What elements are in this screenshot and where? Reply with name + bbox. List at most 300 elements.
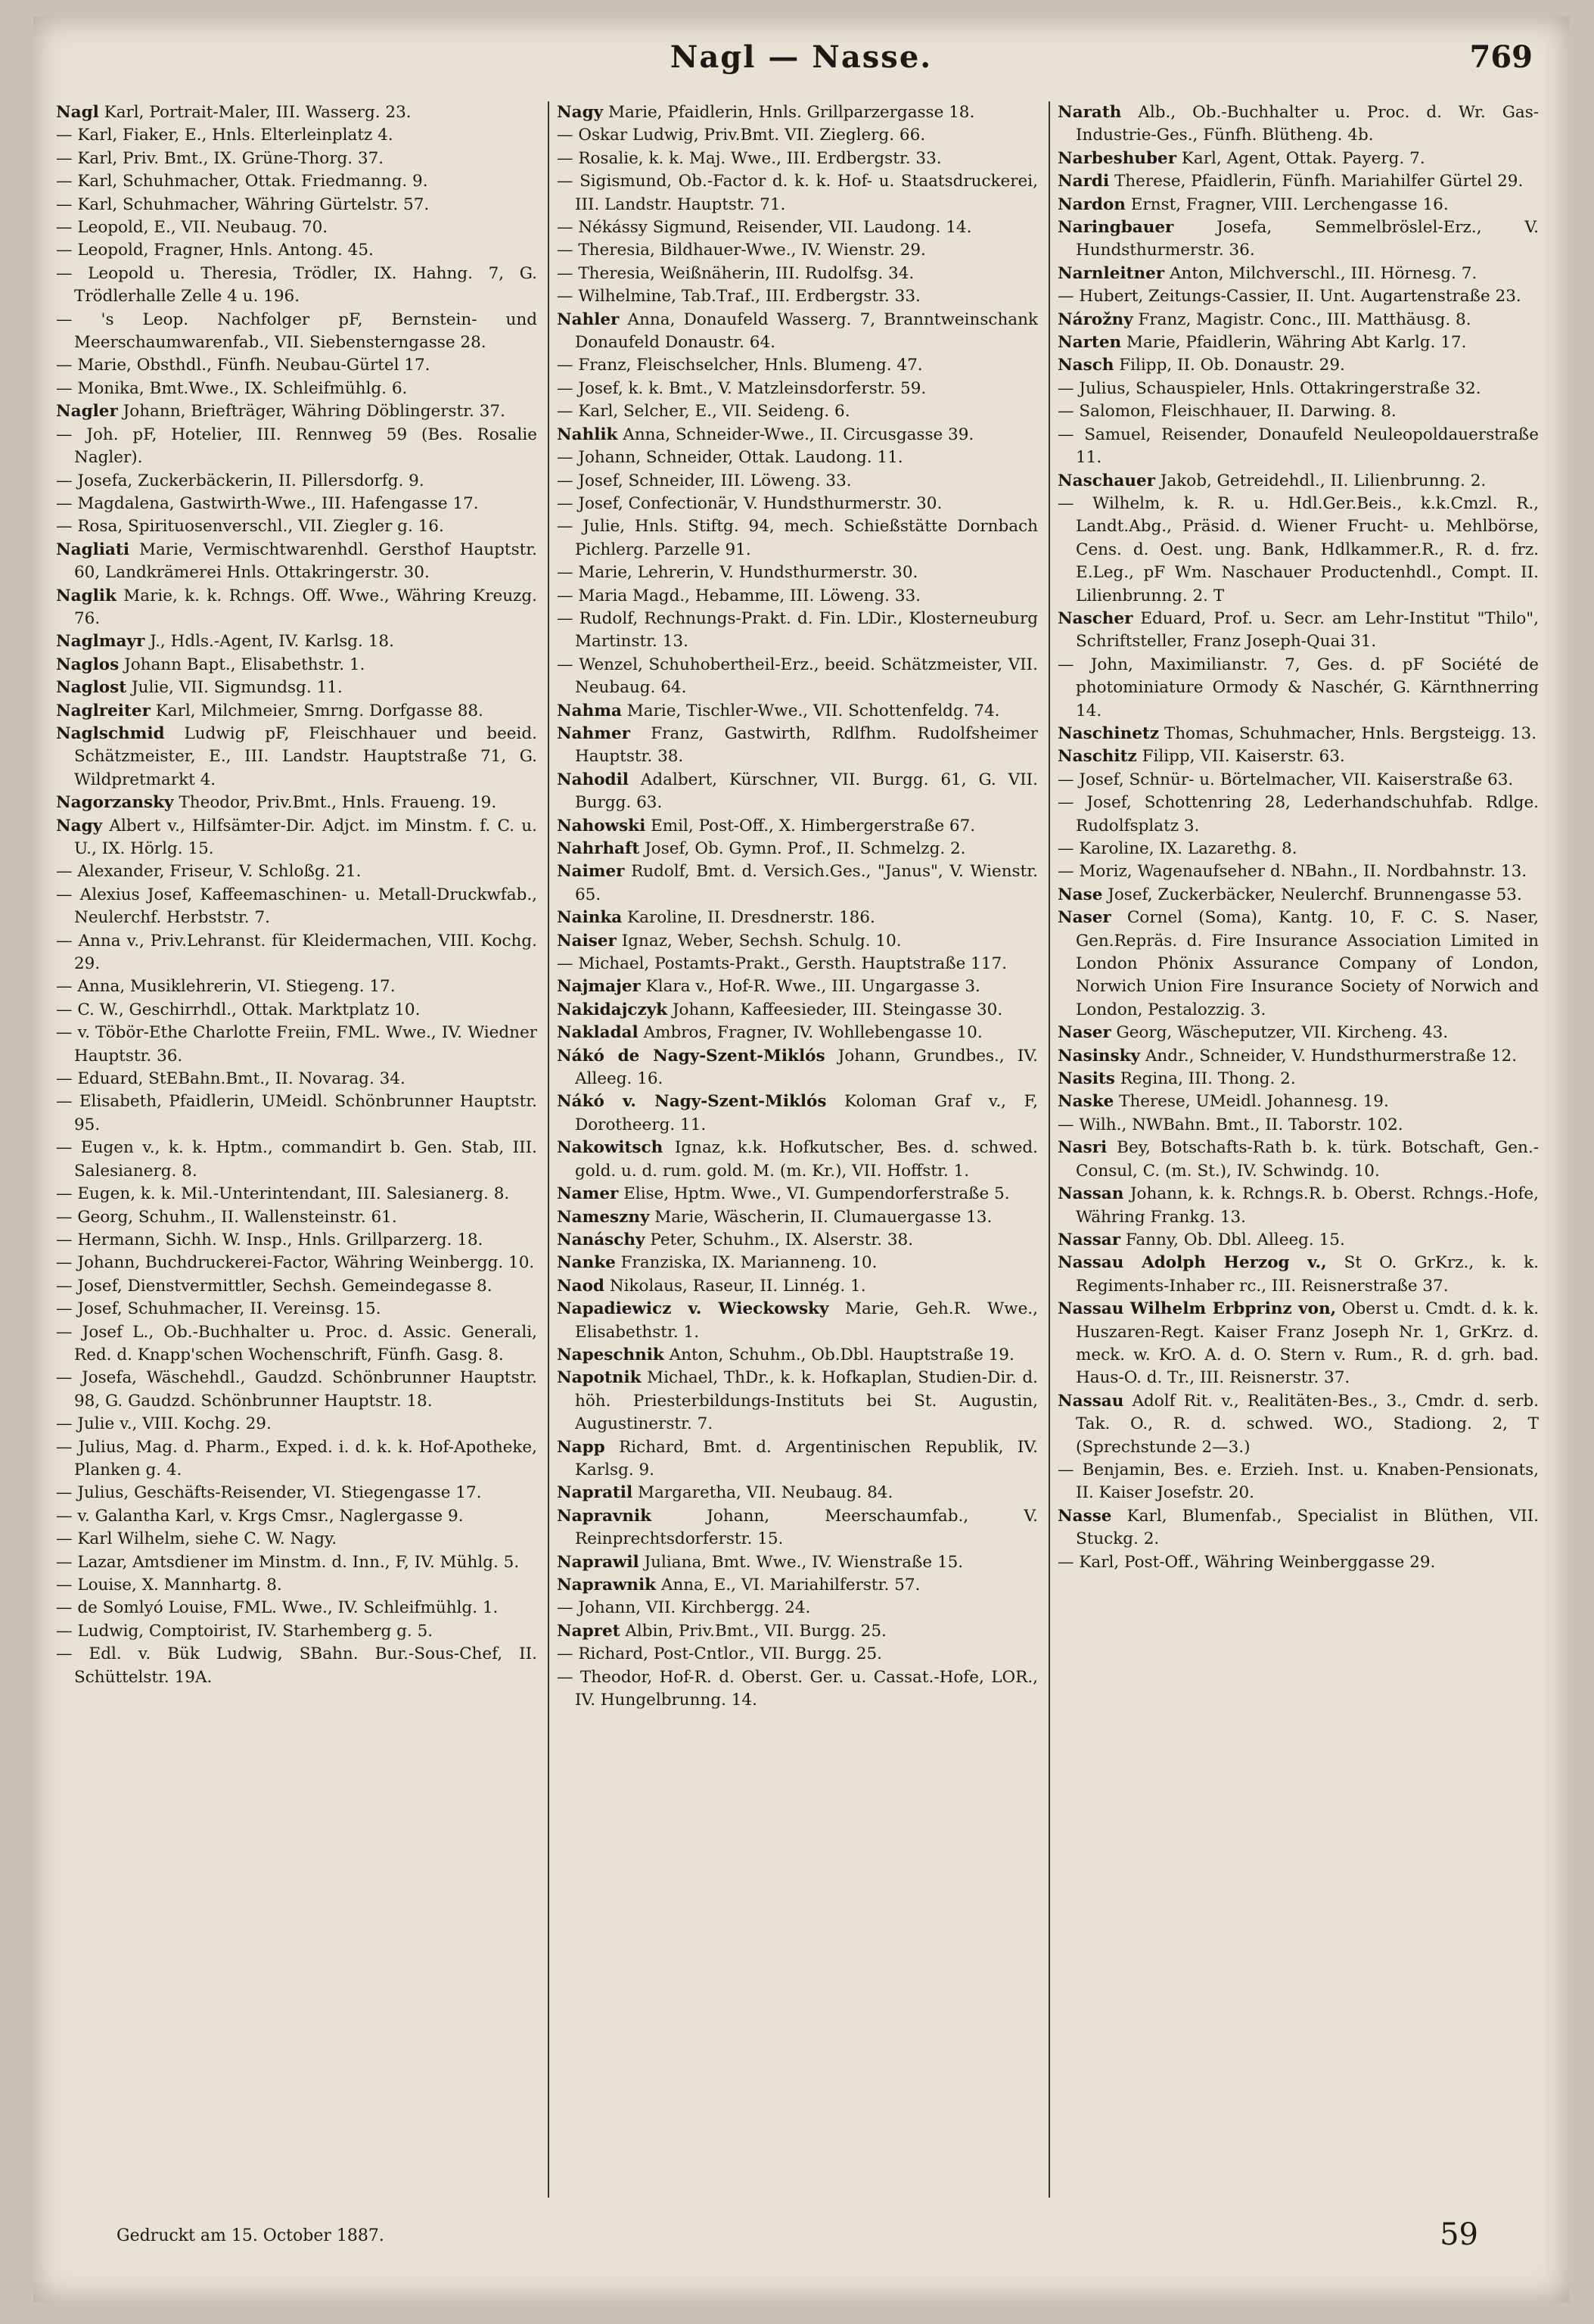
entry-surname: Napotnik xyxy=(557,1368,642,1388)
entry-details: — Magdalena, Gastwirth-Wwe., III. Hafengasse 17. xyxy=(56,493,479,513)
entry-surname: Naglos xyxy=(56,655,120,674)
entry-details: — C. W., Geschirrhdl., Ottak. Marktplatz 10. xyxy=(56,1000,421,1019)
entry-surname: Naimer xyxy=(557,862,625,882)
entry-details: — v. Galantha Karl, v. Krgs Cmsr., Naglergasse 9. xyxy=(56,1506,464,1526)
directory-entry xyxy=(56,1137,537,1183)
directory-entry xyxy=(1058,1022,1539,1044)
directory-entry xyxy=(557,1505,1038,1551)
entry-details: — Ludwig, Comptoirist, IV. Starhemberg g. 5. xyxy=(56,1621,433,1641)
entry-details: — Nékássy Sigmund, Reisender, VII. Laudong. 14. xyxy=(557,218,972,238)
directory-entry xyxy=(1058,1459,1539,1505)
entry-details: Therese, Pfaidlerin, Fünfh. Mariahilfer Gürtel 29. xyxy=(1114,172,1524,191)
entry-details: — Julie v., VIII. Kochg. 29. xyxy=(56,1414,272,1434)
directory-entry xyxy=(557,1482,1038,1504)
directory-entry xyxy=(56,124,537,147)
directory-entry xyxy=(557,999,1038,1022)
entry-details: — Julius, Geschäfts-Reisender, VI. Stiegengasse 17. xyxy=(56,1483,482,1503)
entry-details: — Josef, Schneider, III. Löweng. 33. xyxy=(557,471,852,490)
directory-entry xyxy=(1058,285,1539,308)
entry-details: Karl, Milchmeier, Smrng. Dorfgasse 88. xyxy=(155,701,483,720)
directory-entry xyxy=(56,1482,537,1504)
entry-details: Julie, VII. Sigmundsg. 11. xyxy=(132,678,343,698)
directory-entry xyxy=(56,1436,537,1482)
directory-entry xyxy=(1058,838,1539,860)
directory-entry xyxy=(557,1229,1038,1252)
entry-details: Franz, Magistr. Conc., III. Matthäusg. 8. xyxy=(1138,310,1471,329)
entry-details: — Alexander, Friseur, V. Schloßg. 21. xyxy=(56,862,362,882)
entry-details: Albin, Priv.Bmt., VII. Burgg. 25. xyxy=(625,1621,887,1641)
directory-entry xyxy=(56,999,537,1022)
directory-entry xyxy=(557,424,1038,446)
entry-surname: Nameszny xyxy=(557,1207,650,1227)
entry-surname: Napadiewicz v. Wieckowsky xyxy=(557,1299,829,1319)
entry-details: Ludwig pF, Fleischhauer und beeid. Schätzmeister, E., III. Landstr. Hauptstraße 71, G. Wildpretmarkt 4. xyxy=(74,723,537,789)
entry-details: Anton, Milchverschl., III. Hörnesg. 7. xyxy=(1169,263,1477,283)
page-title: Nagl — Nasse. xyxy=(670,39,933,75)
entry-details: Marie, Geh.R. Wwe., Elisabethstr. 1. xyxy=(575,1299,1038,1342)
entry-surname: Nase xyxy=(1058,885,1103,904)
entry-details: — Michael, Postamts-Prakt., Gersth. Hauptstraße 117. xyxy=(557,954,1008,974)
entry-surname: Nakowitsch xyxy=(557,1138,663,1158)
directory-entry xyxy=(56,654,537,677)
directory-entry xyxy=(56,101,537,124)
entry-details: Theodor, Priv.Bmt., Hnls. Fraueng. 19. xyxy=(179,793,497,813)
entry-details: — Karl, Selcher, E., VII. Seideng. 6. xyxy=(557,402,850,422)
directory-entry xyxy=(557,1252,1038,1274)
entry-surname: Nákó v. Nagy-Szent-Miklós xyxy=(557,1092,827,1112)
entry-details: — Wilhelm, k. R. u. Hdl.Ger.Beis., k.k.Cmzl. R., Landt.Abg., Präsid. d. Wiener Frucht- u. Mehlbörse, Cens. d. Oest. ung. Bank, Hdlkammer.R., R. d. frz. E.Leg., pF Wm. Naschauer Productenhdl., Compt. II. Lilienbrunng. 2. T xyxy=(1058,493,1539,605)
entry-details: — Lazar, Amtsdiener im Minstm. d. Inn., F, IV. Mühlg. 5. xyxy=(56,1552,520,1572)
entry-surname: Nahowski xyxy=(557,816,646,835)
directory-entry xyxy=(56,1229,537,1252)
entry-details: — Leopold, E., VII. Neubaug. 70. xyxy=(56,218,328,238)
entry-surname: Naglschmid xyxy=(56,723,165,743)
entry-details: Emil, Post-Off., X. Himbergerstraße 67. xyxy=(651,816,976,835)
entry-details: Marie, k. k. Rchngs. Off. Wwe., Währing Kreuzg. 76. xyxy=(74,586,537,628)
directory-entry xyxy=(1058,1252,1539,1298)
entry-details: — Eugen, k. k. Mil.-Unterintendant, III. Salesianerg. 8. xyxy=(56,1184,510,1204)
directory-entry xyxy=(56,884,537,930)
directory-entry xyxy=(1058,470,1539,493)
entry-details: — Johann, Schneider, Ottak. Laudong. 11. xyxy=(557,448,903,468)
entry-details: — Franz, Fleischselcher, Hnls. Blumeng. 47. xyxy=(557,356,923,375)
directory-entry xyxy=(557,1643,1038,1666)
entry-details: St O. GrKrz., k. k. Regiments-Inhaber rc., III. Reisnerstraße 37. xyxy=(1076,1253,1539,1296)
directory-entry xyxy=(56,1022,537,1068)
entry-details: Elise, Hptm. Wwe., VI. Gumpendorferstraße 5. xyxy=(623,1184,1010,1204)
directory-entry xyxy=(1058,354,1539,377)
directory-entry xyxy=(56,1505,537,1528)
directory-entry xyxy=(56,493,537,515)
directory-entry xyxy=(557,562,1038,584)
entry-details: Franziska, IX. Marianneng. 10. xyxy=(620,1253,878,1273)
entry-details: Juliana, Bmt. Wwe., IV. Wienstraße 15. xyxy=(644,1552,964,1572)
directory-entry xyxy=(1058,1068,1539,1090)
entry-surname: Nahodil xyxy=(557,770,629,789)
entry-details: — Rosa, Spirituosenverschl., VII. Ziegler g. 16. xyxy=(56,517,444,537)
entry-surname: Nahlik xyxy=(557,425,618,444)
entry-details: — Louise, X. Mannhartg. 8. xyxy=(56,1576,282,1594)
entry-details: — Richard, Post-Cntlor., VII. Burgg. 25. xyxy=(557,1644,882,1664)
entry-details: Johann Bapt., Elisabethstr. 1. xyxy=(124,655,365,674)
directory-entry xyxy=(56,815,537,861)
directory-entry xyxy=(56,216,537,239)
entry-details: — Benjamin, Bes. e. Erzieh. Inst. u. Knaben-Pensionats, II. Kaiser Josefstr. 20. xyxy=(1058,1460,1539,1503)
entry-details: Therese, UMeidl. Johannesg. 19. xyxy=(1119,1092,1389,1112)
entry-details: — Georg, Schuhm., II. Wallensteinstr. 61. xyxy=(56,1207,397,1227)
entry-details: Jakob, Getreidehdl., II. Lilienbrunng. 2. xyxy=(1160,471,1487,490)
directory-entry xyxy=(557,838,1038,860)
directory-entry xyxy=(1058,378,1539,400)
entry-details: Filipp, VII. Kaiserstr. 63. xyxy=(1142,747,1345,767)
directory-entry xyxy=(1058,769,1539,792)
entry-surname: Naglik xyxy=(56,586,117,605)
entry-surname: Naser xyxy=(1058,1023,1111,1043)
directory-entry xyxy=(56,309,537,355)
entry-details: Klara v., Hof-R. Wwe., III. Ungargasse 3. xyxy=(645,977,980,997)
entry-surname: Nahmer xyxy=(557,723,630,743)
directory-entry xyxy=(56,400,537,423)
column-divider xyxy=(1049,101,1050,2198)
entry-details: — Marie, Lehrerin, V. Hundsthurmerstr. 30. xyxy=(557,563,918,583)
entry-details: — Eugen v., k. k. Hptm., commandirt b. Gen. Stab, III. Salesianerg. 8. xyxy=(56,1138,537,1181)
entry-surname: Naod xyxy=(557,1276,604,1296)
directory-entry xyxy=(1058,493,1539,608)
entry-details: Rudolf, Bmt. d. Versich.Ges., "Janus", V. Wienstr. 65. xyxy=(575,862,1038,904)
entry-details: Thomas, Schuhmacher, Hnls. Bergsteigg. 13. xyxy=(1164,723,1537,743)
entry-details: Margaretha, VII. Neubaug. 84. xyxy=(638,1483,893,1503)
entry-details: — Josef, k. k. Bmt., V. Matzleinsdorferstr. 59. xyxy=(557,378,927,398)
entry-details: — 's Leop. Nachfolger pF, Bernstein- und Meerschaumwarenfab., VII. Siebensterngasse 28. xyxy=(56,310,537,353)
entry-details: Koloman Graf v., F, Dorotheerg. 11. xyxy=(575,1092,1038,1134)
directory-entry xyxy=(557,400,1038,423)
entry-details: — Josefa, Wäschehdl., Gaudzd. Schönbrunner Hauptstr. 98, G. Gaudzd. Schönbrunner Hauptstr. 18. xyxy=(56,1368,537,1411)
entry-details: — v. Töbör-Ethe Charlotte Freiin, FML. Wwe., IV. Wiedner Hauptstr. 36. xyxy=(56,1023,537,1066)
directory-entry xyxy=(1058,884,1539,907)
entry-details: Karoline, II. Dresdnerstr. 186. xyxy=(627,908,875,928)
directory-entry xyxy=(1058,101,1539,148)
entry-details: — Oskar Ludwig, Priv.Bmt. VII. Zieglerg. 66. xyxy=(557,126,926,145)
directory-entry xyxy=(1058,400,1539,423)
entry-surname: Nagl xyxy=(56,103,99,122)
directory-entry xyxy=(1058,309,1539,331)
entry-details: — Julius, Schauspieler, Hnls. Ottakringerstraße 32. xyxy=(1058,378,1481,398)
entry-details: Josef, Zuckerbäcker, Neulerchf. Brunnengasse 53. xyxy=(1108,885,1522,904)
directory-entry xyxy=(1058,1551,1539,1574)
directory-entry xyxy=(1058,1183,1539,1229)
entry-surname: Naprawnik xyxy=(557,1576,657,1594)
entry-details: — Karl, Fiaker, E., Hnls. Elterleinplatz 4. xyxy=(56,126,393,145)
entry-surname: Narbeshuber xyxy=(1058,148,1177,168)
entry-details: Ambros, Fragner, IV. Wohllebengasse 10. xyxy=(643,1023,983,1043)
directory-entry xyxy=(557,1298,1038,1344)
directory-entry xyxy=(557,1666,1038,1713)
entry-details: Eduard, Prof. u. Secr. am Lehr-Institut "Thilo", Schriftsteller, Franz Joseph-Quai 31. xyxy=(1076,608,1539,652)
entry-details: Georg, Wäscheputzer, VII. Kircheng. 43. xyxy=(1116,1023,1449,1043)
entry-details: — Samuel, Reisender, Donaufeld Neuleopoldauerstraße 11. xyxy=(1058,425,1539,468)
entry-surname: Nakladal xyxy=(557,1023,639,1043)
entry-surname: Nassau Wilhelm Erbprinz von, xyxy=(1058,1299,1337,1319)
directory-entry xyxy=(56,1643,537,1689)
entry-details: — Wenzel, Schuhobertheil-Erz., beeid. Schätzmeister, VII. Neubaug. 64. xyxy=(557,655,1038,698)
entry-details: — Hubert, Zeitungs-Cassier, II. Unt. Augartenstraße 23. xyxy=(1058,287,1521,306)
entry-details: — de Somlyó Louise, FML. Wwe., IV. Schleifmühlg. 1. xyxy=(56,1598,499,1618)
directory-entry xyxy=(56,239,537,262)
entry-surname: Namer xyxy=(557,1184,619,1204)
entry-details: — Josef, Confectionär, V. Hundsthurmerstr. 30. xyxy=(557,493,943,513)
directory-entry xyxy=(557,493,1038,515)
directory-entry xyxy=(56,860,537,883)
entry-details: Ignaz, k.k. Hofkutscher, Bes. d. schwed. gold. u. d. rum. gold. M. (m. Kr.), VII. Hoffstr. 1. xyxy=(575,1138,1038,1181)
directory-page xyxy=(33,17,1569,2302)
entry-surname: Naschitz xyxy=(1058,747,1137,767)
directory-entry xyxy=(56,1206,537,1229)
entry-details: Oberst u. Cmdt. d. k. k. Huszaren-Regt. Kaiser Franz Joseph Nr. 1, GrKrz. d. meck. w. KrO. A. d. O. Stern v. Rum., R. d. grh. bad. Haus-O. d. Tr., III. Reisnerstr. 37. xyxy=(1076,1299,1539,1388)
directory-entry xyxy=(56,1275,537,1298)
directory-entry xyxy=(557,585,1038,608)
entry-details: — Joh. pF, Hotelier, III. Rennweg 59 (Bes. Rosalie Nagler). xyxy=(56,425,537,468)
directory-entry xyxy=(56,515,537,538)
directory-entry xyxy=(557,930,1038,953)
entry-details: Anna, Donaufeld Wasserg. 7, Branntweinschank Donaufeld Donaustr. 64. xyxy=(575,310,1038,353)
entry-surname: Nascher xyxy=(1058,608,1133,628)
entry-details: — Karl, Schuhmacher, Ottak. Friedmanng. 9. xyxy=(56,172,428,191)
entry-details: — Josef, Schuhmacher, II. Vereinsg. 15. xyxy=(56,1299,381,1319)
entry-details: Karl, Blumenfab., Specialist in Blüthen, VII. Stuckg. 2. xyxy=(1076,1506,1539,1549)
directory-entry xyxy=(56,677,537,699)
directory-entry xyxy=(56,194,537,216)
entry-surname: Nahler xyxy=(557,310,620,329)
entry-details: — Johann, Buchdruckerei-Factor, Währing Weinbergg. 10. xyxy=(56,1253,535,1273)
entry-details: Richard, Bmt. d. Argentinischen Republik, IV. Karlsg. 9. xyxy=(575,1437,1038,1479)
directory-entry xyxy=(557,263,1038,285)
entry-details: Peter, Schuhm., IX. Alserstr. 38. xyxy=(650,1230,914,1249)
entry-details: Andr., Schneider, V. Hundsthurmerstraße 12. xyxy=(1145,1046,1518,1066)
entry-details: — Theresia, Bildhauer-Wwe., IV. Wienstr. 29. xyxy=(557,241,926,260)
directory-entry xyxy=(1058,331,1539,354)
directory-entry xyxy=(56,1183,537,1206)
directory-entry xyxy=(557,953,1038,975)
entry-surname: Napratil xyxy=(557,1483,633,1503)
directory-entry xyxy=(557,700,1038,723)
entry-details: Josef, Ob. Gymn. Prof., II. Schmelzg. 2. xyxy=(645,839,966,858)
column-right xyxy=(1058,101,1539,2190)
entry-details: Cornel (Soma), Kantg. 10, F. C. S. Naser, Gen.Repräs. d. Fire Insurance Association Limited in London Phönix Assurance Company of London, Norwich Union Fire Insurance Society of Norwich and London, Pestalozzig. 3. xyxy=(1076,908,1539,1019)
entry-details: — Rudolf, Rechnungs-Prakt. d. Fin. LDir., Klosterneuburg Martinstr. 13. xyxy=(557,608,1038,652)
entry-details: — Edl. v. Bük Ludwig, SBahn. Bur.-Sous-Chef, II. Schüttelstr. 19A. xyxy=(56,1644,537,1687)
entry-surname: Nassan xyxy=(1058,1184,1124,1204)
entry-details: Michael, ThDr., k. k. Hofkaplan, Studien-Dir. d. höh. Priesterbildungs-Instituts bei St. Augustin, Augustinerstr. 7. xyxy=(575,1368,1038,1434)
entry-surname: Nagler xyxy=(56,402,118,422)
entry-details: — Anna v., Priv.Lehranst. für Kleidermachen, VIII. Kochg. 29. xyxy=(56,931,537,974)
entry-surname: Napp xyxy=(557,1437,605,1457)
directory-entry xyxy=(557,860,1038,907)
entry-details: Ignaz, Weber, Sechsh. Schulg. 10. xyxy=(621,931,902,950)
entry-surname: Nákó de Nagy-Szent-Miklós xyxy=(557,1046,825,1066)
entry-surname: Najmajer xyxy=(557,977,641,997)
directory-entry xyxy=(1058,1390,1539,1459)
entry-details: — Anna, Musiklehrerin, VI. Stiegeng. 17. xyxy=(56,977,396,997)
entry-details: — Maria Magd., Hebamme, III. Löweng. 33. xyxy=(557,586,921,605)
directory-entry xyxy=(56,1413,537,1436)
entry-details: — Alexius Josef, Kaffeemaschinen- u. Metall-Druckwfab., Neulerchf. Herbststr. 7. xyxy=(56,885,537,928)
entry-details: Albert v., Hilfsämter-Dir. Adjct. im Minstm. f. C. u. U., IX. Hörlg. 15. xyxy=(74,816,537,858)
directory-entry xyxy=(1058,608,1539,654)
entry-surname: Nasch xyxy=(1058,356,1114,375)
directory-entry xyxy=(56,470,537,493)
entry-surname: Nakidajczyk xyxy=(557,1000,668,1019)
entry-surname: Nassau xyxy=(1058,1391,1124,1411)
entry-surname: Napret xyxy=(557,1621,620,1641)
entry-surname: Nassar xyxy=(1058,1230,1121,1249)
directory-entry xyxy=(56,263,537,309)
entry-details: Johann, Grundbes., IV. Alleeg. 16. xyxy=(575,1046,1038,1089)
entry-details: Marie, Tischler-Wwe., VII. Schottenfeldg. 74. xyxy=(626,701,1000,720)
directory-entry xyxy=(56,539,537,585)
entry-surname: Nahma xyxy=(557,701,622,720)
column-middle xyxy=(557,101,1038,2190)
entry-details: — Johann, VII. Kirchbergg. 24. xyxy=(557,1598,811,1618)
directory-entry xyxy=(1058,860,1539,883)
directory-entry xyxy=(557,1436,1038,1482)
directory-entry xyxy=(56,148,537,170)
directory-entry xyxy=(1058,1090,1539,1113)
column-left xyxy=(56,101,537,2190)
directory-entry xyxy=(1058,1229,1539,1252)
directory-entry xyxy=(56,1252,537,1274)
directory-entry xyxy=(56,630,537,653)
entry-details: — Karl Wilhelm, siehe C. W. Nagy. xyxy=(56,1529,337,1549)
entry-details: Josefa, Semmelbröslel-Erz., V. Hundsthurmerstr. 36. xyxy=(1076,218,1539,260)
directory-entry xyxy=(56,700,537,723)
directory-entry xyxy=(557,1137,1038,1183)
directory-entry xyxy=(56,792,537,814)
directory-entry xyxy=(1058,1505,1539,1551)
directory-entry xyxy=(1058,745,1539,768)
directory-entry xyxy=(1058,654,1539,723)
directory-entry xyxy=(557,654,1038,700)
directory-entry xyxy=(557,975,1038,998)
entry-details: J., Hdls.-Agent, IV. Karlsg. 18. xyxy=(150,632,394,652)
directory-entry xyxy=(56,424,537,470)
entry-surname: Naglost xyxy=(56,678,127,698)
entry-surname: Nárožny xyxy=(1058,310,1133,329)
directory-entry xyxy=(56,1367,537,1413)
entry-details: — Julius, Mag. d. Pharm., Exped. i. d. k. k. Hof-Apotheke, Planken g. 4. xyxy=(56,1437,537,1479)
entry-details: Adolf Rit. v., Realitäten-Bes., 3., Cmdr. d. serb. Tak. O., R. d. schwed. WO., Stadiong. 2, T (Sprechstunde 2—3.) xyxy=(1076,1391,1539,1457)
directory-entry xyxy=(557,1022,1038,1044)
directory-entry xyxy=(557,723,1038,769)
directory-entry xyxy=(1058,1045,1539,1068)
entry-surname: Nainka xyxy=(557,908,623,928)
entry-details: — Monika, Bmt.Wwe., IX. Schleifmühlg. 6. xyxy=(56,378,408,398)
entry-details: Bey, Botschafts-Rath b. k. türk. Botschaft, Gen.-Consul, C. (m. St.), IV. Schwindg. 10. xyxy=(1076,1138,1539,1181)
entry-surname: Naiser xyxy=(557,931,617,950)
entry-surname: Nardi xyxy=(1058,172,1110,191)
directory-entry xyxy=(557,1551,1038,1574)
entry-details: Marie, Pfaidlerin, Hnls. Grillparzergasse 18. xyxy=(607,103,975,122)
entry-details: Marie, Wäscherin, II. Clumauergasse 13. xyxy=(654,1207,993,1227)
entry-details: Regina, III. Thong. 2. xyxy=(1120,1069,1296,1089)
entry-details: — Theodor, Hof-R. d. Oberst. Ger. u. Cassat.-Hofe, LOR., IV. Hungelbrunng. 14. xyxy=(557,1667,1038,1710)
entry-details: — Wilhelmine, Tab.Traf., III. Erdbergstr. 33. xyxy=(557,287,921,306)
directory-entry xyxy=(557,470,1038,493)
directory-entry xyxy=(557,515,1038,562)
entry-details: — Moriz, Wagenaufseher d. NBahn., II. Nordbahnstr. 13. xyxy=(1058,862,1527,882)
directory-entry xyxy=(56,1090,537,1137)
entry-surname: Naschinetz xyxy=(1058,723,1160,743)
entry-details: Ernst, Fragner, VIII. Lerchengasse 16. xyxy=(1130,194,1449,214)
entry-surname: Naglmayr xyxy=(56,632,145,652)
directory-entry xyxy=(56,378,537,400)
directory-entry xyxy=(557,309,1038,355)
entry-surname: Nasits xyxy=(1058,1069,1115,1089)
directory-entry xyxy=(557,608,1038,654)
entry-details: — Eduard, StEBahn.Bmt., II. Novarag. 34. xyxy=(56,1069,405,1089)
directory-entry xyxy=(557,1090,1038,1137)
entry-details: — Wilh., NWBahn. Bmt., II. Taborstr. 102. xyxy=(1058,1115,1403,1134)
entry-surname: Nanke xyxy=(557,1253,616,1273)
entry-surname: Nassau Adolph Herzog v., xyxy=(1058,1253,1327,1273)
directory-entry xyxy=(557,1367,1038,1436)
entry-surname: Narten xyxy=(1058,333,1122,353)
entry-surname: Narath xyxy=(1058,103,1122,122)
entry-surname: Naschauer xyxy=(1058,471,1155,490)
entry-surname: Nahrhaft xyxy=(557,839,640,858)
entry-details: — Sigismund, Ob.-Factor d. k. k. Hof- u. Staatsdruckerei, III. Landstr. Hauptstr. 71. xyxy=(557,172,1038,214)
entry-details: Johann, Meerschaumfab., V. Reinprechtsdorferstr. 15. xyxy=(575,1506,1038,1549)
entry-details: Karl, Portrait-Maler, III. Wasserg. 23. xyxy=(104,103,412,122)
entry-details: Anton, Schuhm., Ob.Dbl. Hauptstraße 19. xyxy=(669,1345,1015,1364)
directory-entry xyxy=(557,1597,1038,1619)
entry-details: — Hermann, Sichh. W. Insp., Hnls. Grillparzerg. 18. xyxy=(56,1230,483,1249)
directory-entry xyxy=(56,1620,537,1643)
directory-entry xyxy=(557,1344,1038,1367)
sheet-signature: 59 xyxy=(1440,2217,1478,2252)
entry-details: — Karoline, IX. Lazarethg. 8. xyxy=(1058,839,1297,858)
entry-details: — Josef L., Ob.-Buchhalter u. Proc. d. Assic. Generali, Red. d. Knapp'schen Wochenschrift, Fünfh. Gasg. 8. xyxy=(56,1322,537,1364)
directory-entry xyxy=(557,124,1038,147)
directory-entry xyxy=(557,239,1038,262)
entry-details: Fanny, Ob. Dbl. Alleeg. 15. xyxy=(1125,1230,1345,1249)
directory-entry xyxy=(557,285,1038,308)
directory-entry xyxy=(557,1275,1038,1298)
entry-details: Filipp, II. Ob. Donaustr. 29. xyxy=(1119,356,1345,375)
directory-entry xyxy=(1058,216,1539,263)
directory-entry xyxy=(557,907,1038,929)
entry-details: — Karl, Post-Off., Währing Weinberggasse 29. xyxy=(1058,1552,1436,1572)
page-number: 769 xyxy=(1469,39,1533,75)
entry-surname: Naser xyxy=(1058,908,1111,928)
directory-entry xyxy=(557,354,1038,377)
entry-details: — Rosalie, k. k. Maj. Wwe., III. Erdbergstr. 33. xyxy=(557,148,942,168)
directory-entry xyxy=(56,1574,537,1597)
directory-entry xyxy=(557,1206,1038,1229)
entry-details: Anna, E., VI. Mariahilferstr. 57. xyxy=(660,1576,921,1594)
directory-entry xyxy=(557,148,1038,170)
directory-entry xyxy=(1058,723,1539,745)
entry-details: Anna, Schneider-Wwe., II. Circusgasse 39. xyxy=(623,425,974,444)
directory-entry xyxy=(557,1620,1038,1643)
entry-surname: Naprawil xyxy=(557,1552,639,1572)
directory-entry xyxy=(1058,424,1539,470)
entry-details: Johann, Briefträger, Währing Döblingerstr. 37. xyxy=(123,402,505,422)
directory-entry xyxy=(56,585,537,631)
entry-details: — Leopold u. Theresia, Trödler, IX. Hahng. 7, G. Trödlerhalle Zelle 4 u. 196. xyxy=(56,263,537,306)
entry-surname: Narnleitner xyxy=(1058,263,1165,283)
entry-details: Johann, Kaffeesieder, III. Steingasse 30. xyxy=(672,1000,1003,1019)
directory-entry xyxy=(1058,792,1539,838)
